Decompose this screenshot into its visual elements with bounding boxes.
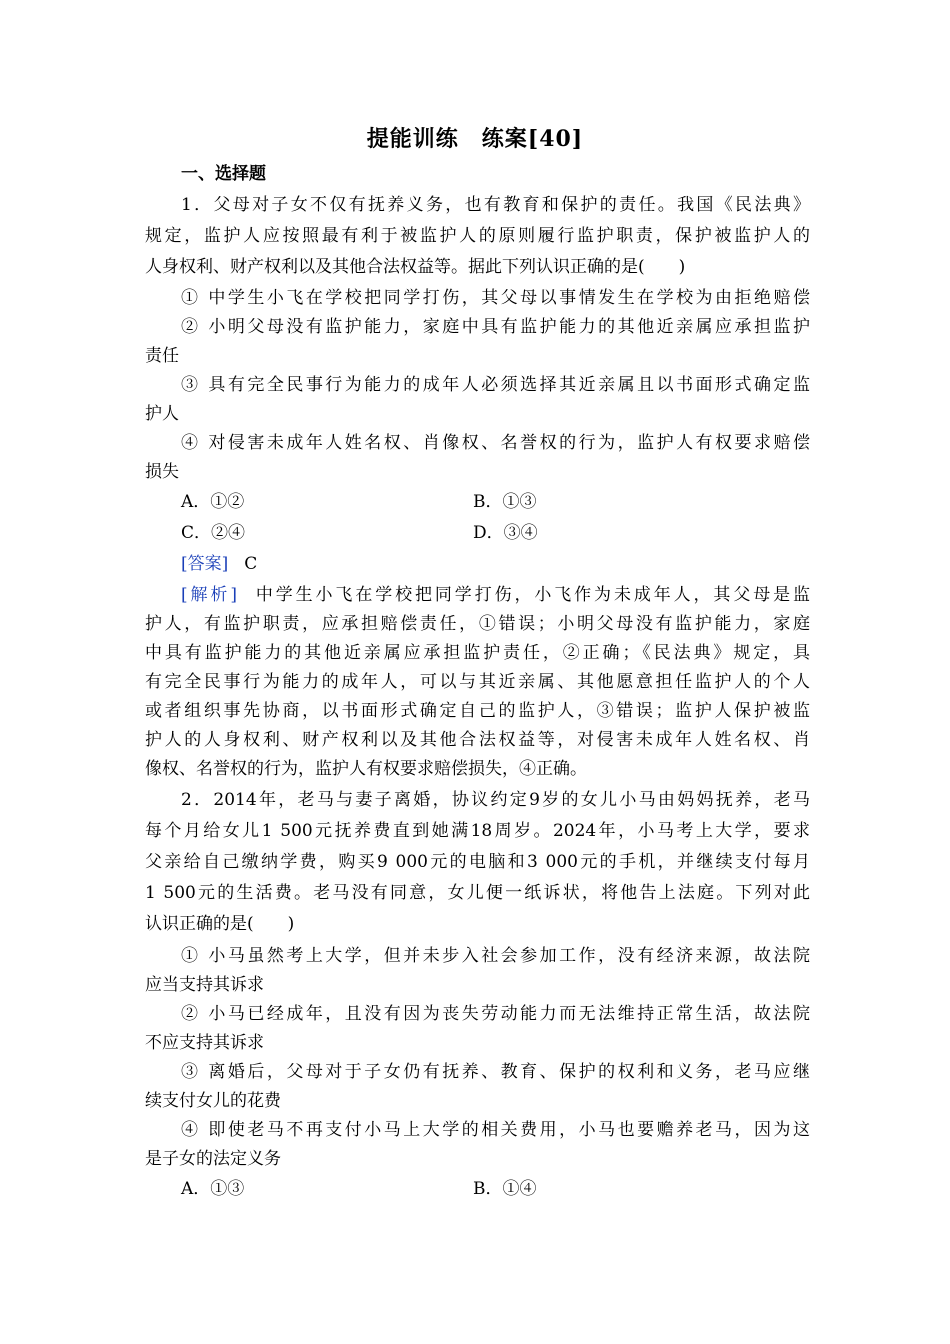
q1-option-a: A．①② <box>181 492 245 512</box>
answer-value: C <box>244 554 258 574</box>
q2-item-2-cont: 不应支持其诉求 <box>145 1033 264 1053</box>
q1-option-c: C．②④ <box>181 523 246 543</box>
q2-item-1-cont: 应当支持其诉求 <box>145 975 264 995</box>
q1-analysis-line: 护人的人身权利、财产权利以及其他合法权益等，对侵害未成年人姓名权、肖 <box>145 730 810 750</box>
q1-item-4-cont: 损失 <box>145 462 179 482</box>
answer-tag: [答案] <box>181 554 229 574</box>
q2-item-3: ③ 离婚后，父母对于子女仍有抚养、教育、保护的权利和义务，老马应继 <box>181 1062 810 1082</box>
section-heading: 一、选择题 <box>181 164 266 184</box>
q1-item-4: ④ 对侵害未成年人姓名权、肖像权、名誉权的行为，监护人有权要求赔偿 <box>181 433 810 453</box>
q2-item-1: ① 小马虽然考上大学，但并未步入社会参加工作，没有经济来源，故法院 <box>181 946 810 966</box>
q1-analysis-line: 或者组织事先协商，以书面形式确定自己的监护人，③错误；监护人保护被监 <box>145 701 810 721</box>
q2-stem-line: 1 500元的生活费。老马没有同意，女儿便一纸诉状，将他告上法庭。下列对此 <box>145 883 810 903</box>
q1-option-d: D．③④ <box>473 523 538 543</box>
q2-item-2: ② 小马已经成年，且没有因为丧失劳动能力而无法维持正常生活，故法院 <box>181 1004 810 1024</box>
page-title: 提能训练 练案[40] <box>366 126 584 152</box>
q2-option-b: B．①④ <box>473 1179 537 1199</box>
q2-option-a: A．①③ <box>181 1179 245 1199</box>
q1-item-2-cont: 责任 <box>145 346 179 366</box>
q1-item-1: ① 中学生小飞在学校把同学打伤，其父母以事情发生在学校为由拒绝赔偿 <box>181 288 810 308</box>
analysis-text: 中学生小飞在学校把同学打伤，小飞作为未成年人，其父母是监 <box>252 585 811 605</box>
q2-stem-line: 2．2014年，老马与妻子离婚，协议约定9岁的女儿小马由妈妈抚养，老马 <box>181 790 810 810</box>
q1-item-3: ③ 具有完全民事行为能力的成年人必须选择其近亲属且以书面形式确定监 <box>181 375 810 395</box>
q1-analysis-line <box>181 581 810 610</box>
q1-analysis-line: 中具有监护能力的其他近亲属应承担监护责任，②正确；《民法典》规定，具 <box>145 643 810 663</box>
q1-stem-line: 规定，监护人应按照最有利于被监护人的原则履行监护职责，保护被监护人的 <box>145 226 810 246</box>
q2-stem-line: 每个月给女儿1 500元抚养费直到她满18周岁。2024年，小马考上大学，要求 <box>145 821 810 841</box>
q2-stem-line: 父亲给自己缴纳学费，购买9 000元的电脑和3 000元的手机，并继续支付每月 <box>145 852 810 872</box>
q1-answer-line <box>181 550 810 579</box>
q1-option-b: B．①③ <box>473 492 537 512</box>
q1-analysis-line: 护人，有监护职责，应承担赔偿责任，①错误；小明父母没有监护能力，家庭 <box>145 614 810 634</box>
q2-item-3-cont: 续支付女儿的花费 <box>145 1091 281 1111</box>
q1-stem-line: 人身权利、财产权利以及其他合法权益等。据此下列认识正确的是( ) <box>145 257 686 277</box>
q2-stem-line: 认识正确的是( ) <box>145 914 295 934</box>
q2-item-4: ④ 即使老马不再支付小马上大学的相关费用，小马也要赡养老马，因为这 <box>181 1120 810 1140</box>
q2-item-4-cont: 是子女的法定义务 <box>145 1149 281 1169</box>
q1-stem-line: 1．父母对子女不仅有抚养义务，也有教育和保护的责任。我国《民法典》 <box>181 195 810 215</box>
q1-analysis-line: 像权、名誉权的行为，监护人有权要求赔偿损失，④正确。 <box>145 759 587 779</box>
q1-analysis-line: 有完全民事行为能力的成年人，可以与其近亲属、其他愿意担任监护人的个人 <box>145 672 810 692</box>
q1-item-2: ② 小明父母没有监护能力，家庭中具有监护能力的其他近亲属应承担监护 <box>181 317 810 337</box>
analysis-tag: [解析] <box>181 585 237 605</box>
q1-item-3-cont: 护人 <box>145 404 179 424</box>
